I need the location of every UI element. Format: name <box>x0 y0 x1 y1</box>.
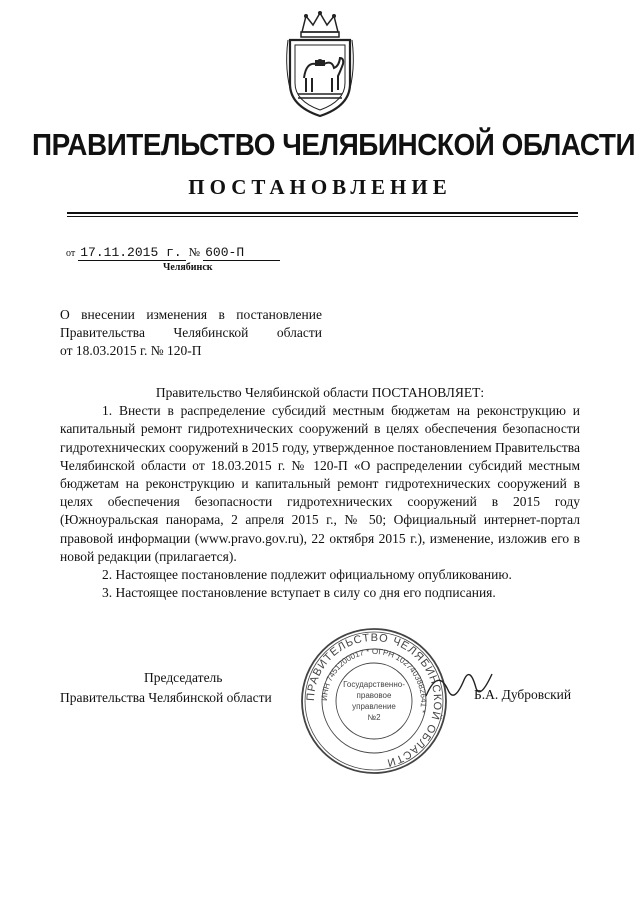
stamp-outer-text: ПРАВИТЕЛЬСТВО ЧЕЛЯБИНСКОЙ ОБЛАСТИ <box>304 631 444 769</box>
document-date: 17.11.2015 г. <box>80 245 182 260</box>
date-number-line <box>66 245 280 261</box>
resolution-intro: Правительство Челябинской области ПОСТАНОВЛЯЕТ: <box>155 385 485 400</box>
header-rule-thin <box>67 216 578 217</box>
stamp-center-line: правовое <box>356 691 392 700</box>
number-prefix: № <box>188 245 201 259</box>
document-body <box>60 384 580 602</box>
body-paragraph: 1. Внести в распределение субсидий местным бюджетам на реконструкцию и капитальный ремонт гидротехнических сооружений в целях обеспечения безопасности гидротехнических сооружений в 2015 году, утвержденное постановлением Правительства Челябинской области от 18.03.2015 г. № 120-П «О распределении субсидий местным бюджетам на реконструкцию и капитальный ремонт гидротехнических сооружений в целях обеспечения безопасности гидротехнических сооружений в 2015 году (Южноуральская панорама, 2 апреля 2015 г., № 50; Официальный интернет-портал правовой информации (www.pravo.gov.ru), 22 октября 2015 г.), изменение, изложив его в новой редакции (прилагается). <box>60 403 580 564</box>
subject-line: Правительства Челябинской области <box>60 325 322 340</box>
signer-role-line: Председатель <box>144 670 223 685</box>
subject-line: от 18.03.2015 г. № 120-П <box>60 343 202 358</box>
document-type: ПОСТАНОВЛЕНИЕ <box>188 175 452 199</box>
government-title: ПРАВИТЕЛЬСТВО ЧЕЛЯБИНСКОЙ ОБЛАСТИ <box>32 127 636 162</box>
stamp-center-line: Государственно- <box>343 680 405 689</box>
subject-line: О внесении изменения в постановление <box>60 307 322 322</box>
header-rule-thick <box>67 212 578 214</box>
city-label: Челябинск <box>163 262 213 273</box>
body-paragraph: 2. Настоящее постановление подлежит официальному опубликованию. <box>102 567 512 583</box>
signer-position <box>60 668 272 708</box>
chelyabinsk-coat-of-arms-icon <box>282 10 358 122</box>
date-prefix: от <box>66 248 76 259</box>
stamp-id-text: ИНН 7451200017 * ОГРН 1027403882641 * <box>319 646 429 714</box>
body-paragraph: 3. Настоящее постановление вступает в силу со дня его подписания. <box>102 585 496 601</box>
document-subject <box>60 306 322 360</box>
document-number: 600-П <box>205 245 245 260</box>
stamp-center-line: управление <box>352 702 396 711</box>
signer-name: Б.А. Дубровский <box>474 687 572 702</box>
signer-role-line: Правительства Челябинской области <box>60 690 272 705</box>
stamp-center-line: №2 <box>367 713 381 722</box>
